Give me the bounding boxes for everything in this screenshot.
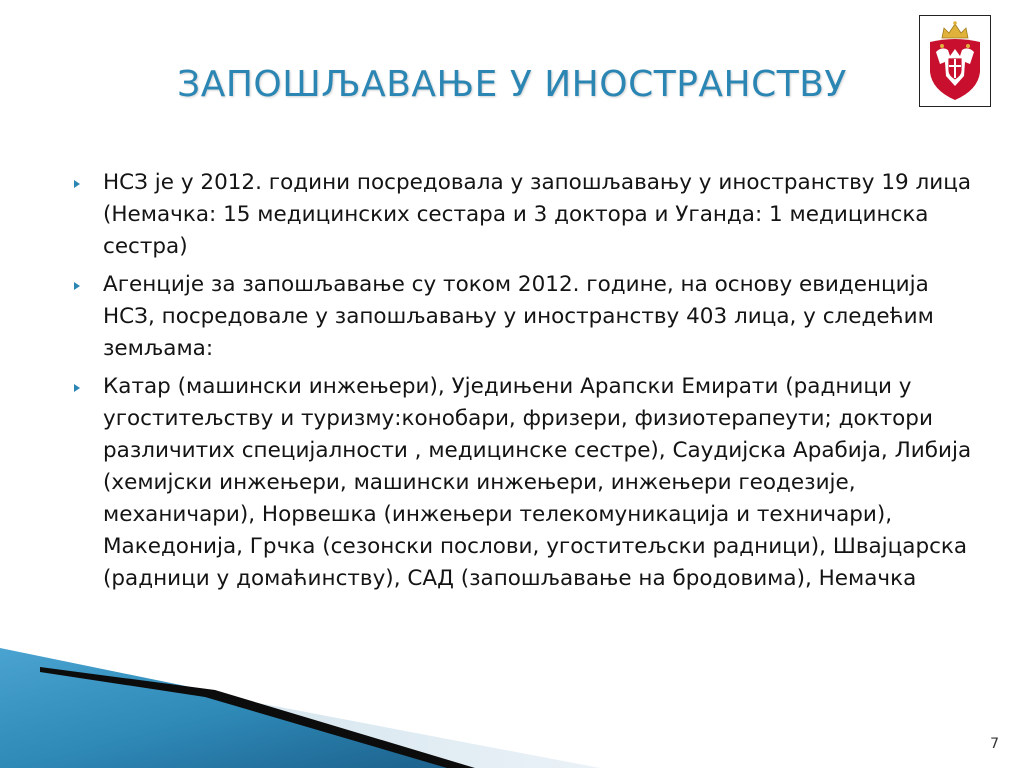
- triangle-bullet-icon: [74, 282, 80, 290]
- page-number: 7: [990, 736, 999, 752]
- bullet-text: Агенције за запошљавање су током 2012. године, на основу евиденција НСЗ, посредовале у запошљавању у иностранству 403 лица, у следећим земљама:: [103, 272, 934, 361]
- bullet-list: [74, 167, 974, 601]
- slide-title: ЗАПОШЉАВАЊЕ У ИНОСТРАНСТВУ: [177, 64, 847, 105]
- bullet-item: [74, 371, 974, 595]
- bullet-item: [74, 269, 974, 365]
- bullet-text: НСЗ је у 2012. години посредовала у запошљавању у иностранству 19 лица (Немачка: 15 медицинских сестара и 3 доктора и Уганда: 1 медицинска сестра): [103, 170, 972, 259]
- bullet-item: [74, 167, 974, 263]
- bullet-text: Катар (машински инжењери), Уједињени Арапски Емирати (радници у угоститељству и туризму:конобари, фризери, физиотерапеути; доктори различитих специјалности , медицинске сестре), Саудијска Арабија, Либија (хемијски инжењери, машински инжењери, инжењери геодезије, механичари), Норвешка (инжењери телекомуникација и техничари), Македонија, Грчка (сезонски послови, угоститељски радници), Швајцарска (радници у домаћинству), САД (запошљавање на бродовима), Немачка: [103, 374, 972, 591]
- triangle-bullet-icon: [74, 180, 80, 188]
- triangle-bullet-icon: [74, 384, 80, 392]
